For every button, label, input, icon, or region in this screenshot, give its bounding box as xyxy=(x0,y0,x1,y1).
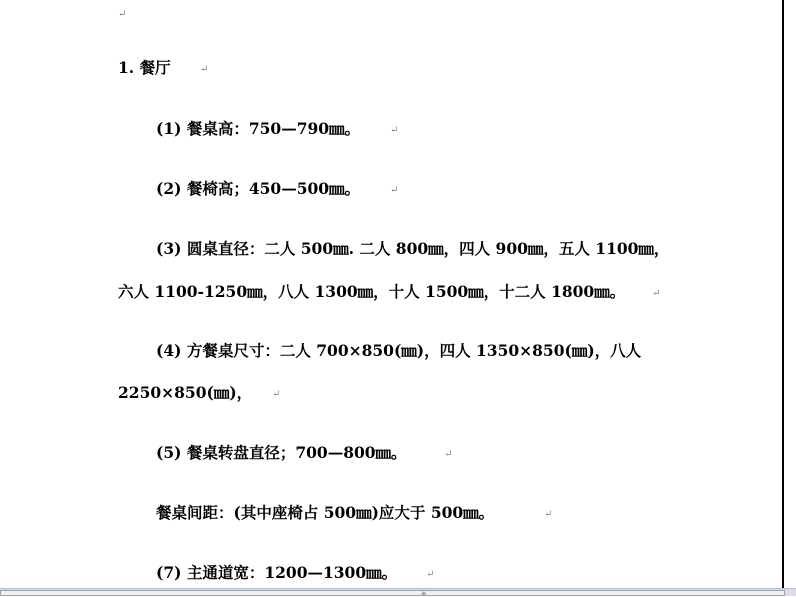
paragraph-mark: ↵ xyxy=(390,125,399,136)
page-right-edge xyxy=(782,0,796,588)
paragraph-mark: ↵ xyxy=(272,389,281,400)
scrollbar-thumb[interactable] xyxy=(0,590,785,596)
paragraph-mark: ↵ xyxy=(390,185,399,196)
paragraph-mark: ↵ xyxy=(652,288,661,299)
item-table-spacing: 餐桌间距：(其中座椅占 500㎜)应大于 500㎜。 xyxy=(156,503,495,522)
item-round-table-line1: (3) 圆桌直径：二人 500㎜. 二人 800㎜，四人 900㎜，五人 1100㎜， xyxy=(156,239,670,258)
item-round-table-line2: 六人 1100-1250㎜，八人 1300㎜，十人 1500㎜，十二人 1800㎜。 xyxy=(118,282,626,301)
paragraph-mark: ↵ xyxy=(426,569,435,580)
paragraph-mark: ↵ xyxy=(544,509,553,520)
paragraph-mark: ↵ xyxy=(200,64,209,75)
item-square-table-line1: (4) 方餐桌尺寸：二人 700×850(㎜)，四人 1350×850(㎜)，八人 xyxy=(156,341,642,360)
paragraph-mark: ↵ xyxy=(118,9,127,20)
item-main-aisle-width: (7) 主通道宽：1200—1300㎜。 xyxy=(156,563,398,582)
horizontal-scrollbar[interactable] xyxy=(0,588,796,596)
section-heading: 1. 餐厅 xyxy=(118,58,171,77)
item-table-height: (1) 餐桌高：750—790㎜。 xyxy=(156,119,361,138)
item-chair-height: (2) 餐椅高；450—500㎜。 xyxy=(156,179,361,198)
scrollbar-grip-icon: ≡ xyxy=(421,590,427,597)
item-square-table-line2: 2250×850(㎜)， xyxy=(118,383,253,402)
paragraph-mark: ↵ xyxy=(444,449,453,460)
item-turntable-diameter: (5) 餐桌转盘直径；700—800㎜。 xyxy=(156,443,407,462)
